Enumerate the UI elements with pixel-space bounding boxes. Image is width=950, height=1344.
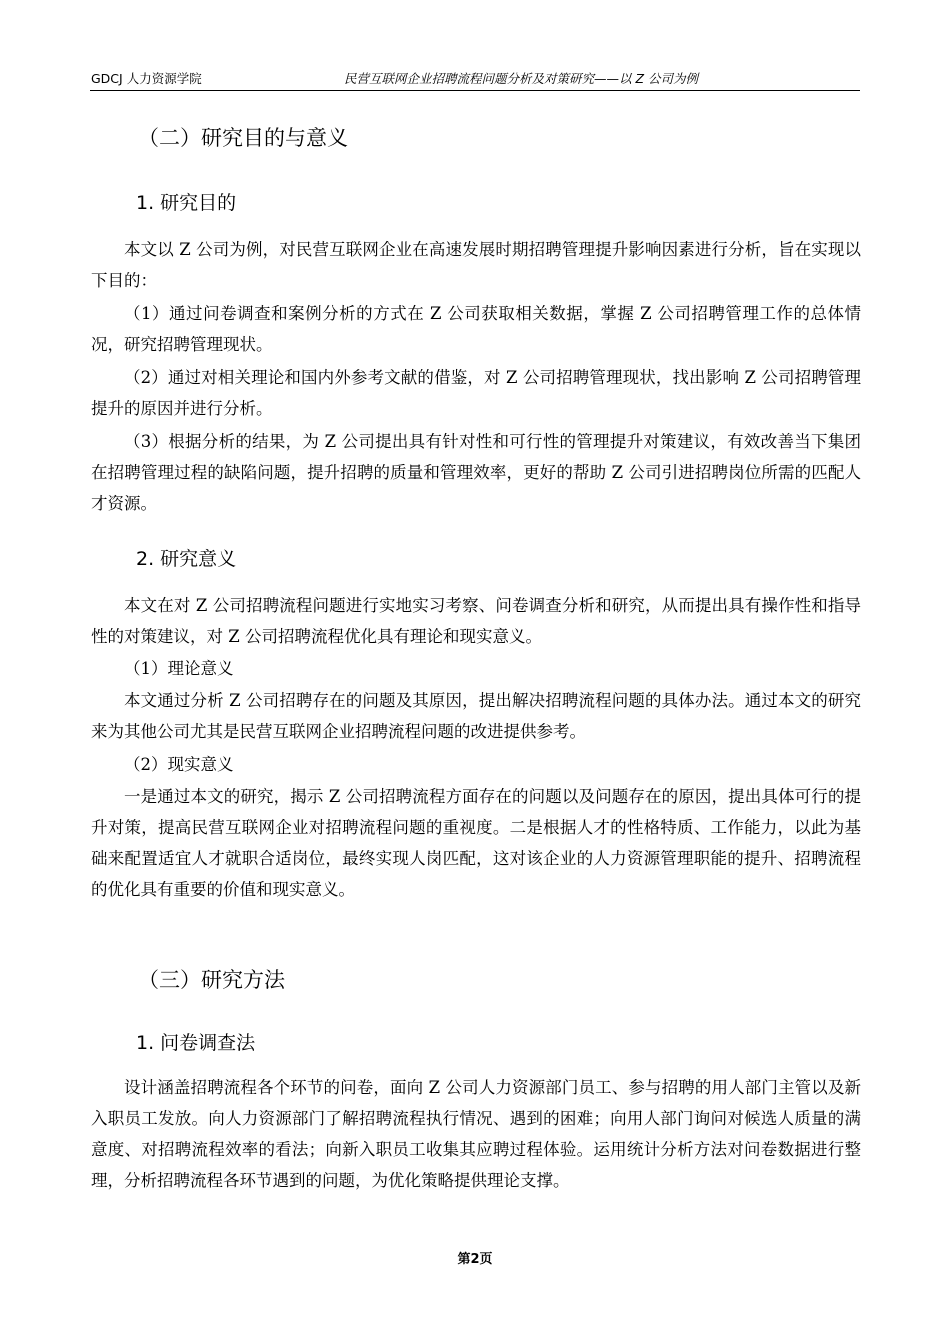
section-heading-purpose-significance: （二）研究目的与意义 (138, 126, 348, 150)
paragraph-purpose-item-2: （2）通过对相关理论和国内外参考文献的借鉴，对 Z 公司招聘管理现状，找出影响 Z 公司招聘管理提升的原因并进行分析。 (91, 368, 861, 418)
paragraph-practical-significance: 一是通过本文的研究，揭示 Z 公司招聘流程方面存在的问题以及问题存在的原因，提出具体可行的提升对策，提高民营互联网企业对招聘流程问题的重视度。二是根据人才的性格特质、工作能力，以此为基础来配置适宜人才就职合适岗位，最终实现人岗匹配，这对该企业的人力资源管理职能的提升、招聘流程的优化具有重要的价值和现实意义。 (91, 787, 861, 899)
page-number: 第2页 (457, 1252, 493, 1267)
section-heading-research-methods: （三）研究方法 (138, 968, 285, 992)
subheading-research-purpose: 1. 研究目的 (136, 192, 237, 214)
label-practical-significance: （2）现实意义 (124, 755, 234, 774)
running-header-title: 民营互联网企业招聘流程问题分析及对策研究——以 Z 公司为例 (344, 71, 699, 86)
paragraph-theoretical-significance: 本文通过分析 Z 公司招聘存在的问题及其原因，提出解决招聘流程问题的具体办法。通过本文的研究来为其他公司尤其是民营互联网企业招聘流程问题的改进提供参考。 (91, 691, 861, 741)
paragraph-questionnaire-method: 设计涵盖招聘流程各个环节的问卷，面向 Z 公司人力资源部门员工、参与招聘的用人部门主管以及新入职员工发放。向人力资源部门了解招聘流程执行情况、遇到的困难；向用人部门询问对候选人质量的满意度、对招聘流程效率的看法；向新入职员工收集其应聘过程体验。运用统计分析方法对问卷数据进行整理，分析招聘流程各环节遇到的问题，为优化策略提供理论支撑。 (91, 1078, 861, 1190)
paragraph-significance-intro: 本文在对 Z 公司招聘流程问题进行实地实习考察、问卷调查分析和研究，从而提出具有操作性和指导性的对策建议，对 Z 公司招聘流程优化具有理论和现实意义。 (91, 596, 861, 646)
header-divider (90, 90, 860, 91)
paragraph-purpose-item-3: （3）根据分析的结果，为 Z 公司提出具有针对性和可行性的管理提升对策建议，有效改善当下集团在招聘管理过程的缺陷问题，提升招聘的质量和管理效率，更好的帮助 Z 公司引进招聘岗位所需的匹配人才资源。 (91, 432, 861, 513)
running-header-left: GDCJ 人力资源学院 (91, 71, 202, 86)
paragraph-purpose-item-1: （1）通过问卷调查和案例分析的方式在 Z 公司获取相关数据，掌握 Z 公司招聘管理工作的总体情况，研究招聘管理现状。 (91, 304, 861, 354)
label-theoretical-significance: （1）理论意义 (124, 659, 234, 678)
subheading-research-significance: 2. 研究意义 (136, 548, 237, 570)
paragraph-purpose-intro: 本文以 Z 公司为例，对民营互联网企业在高速发展时期招聘管理提升影响因素进行分析，旨在实现以下目的： (91, 240, 861, 290)
subheading-questionnaire-method: 1. 问卷调查法 (136, 1032, 256, 1054)
